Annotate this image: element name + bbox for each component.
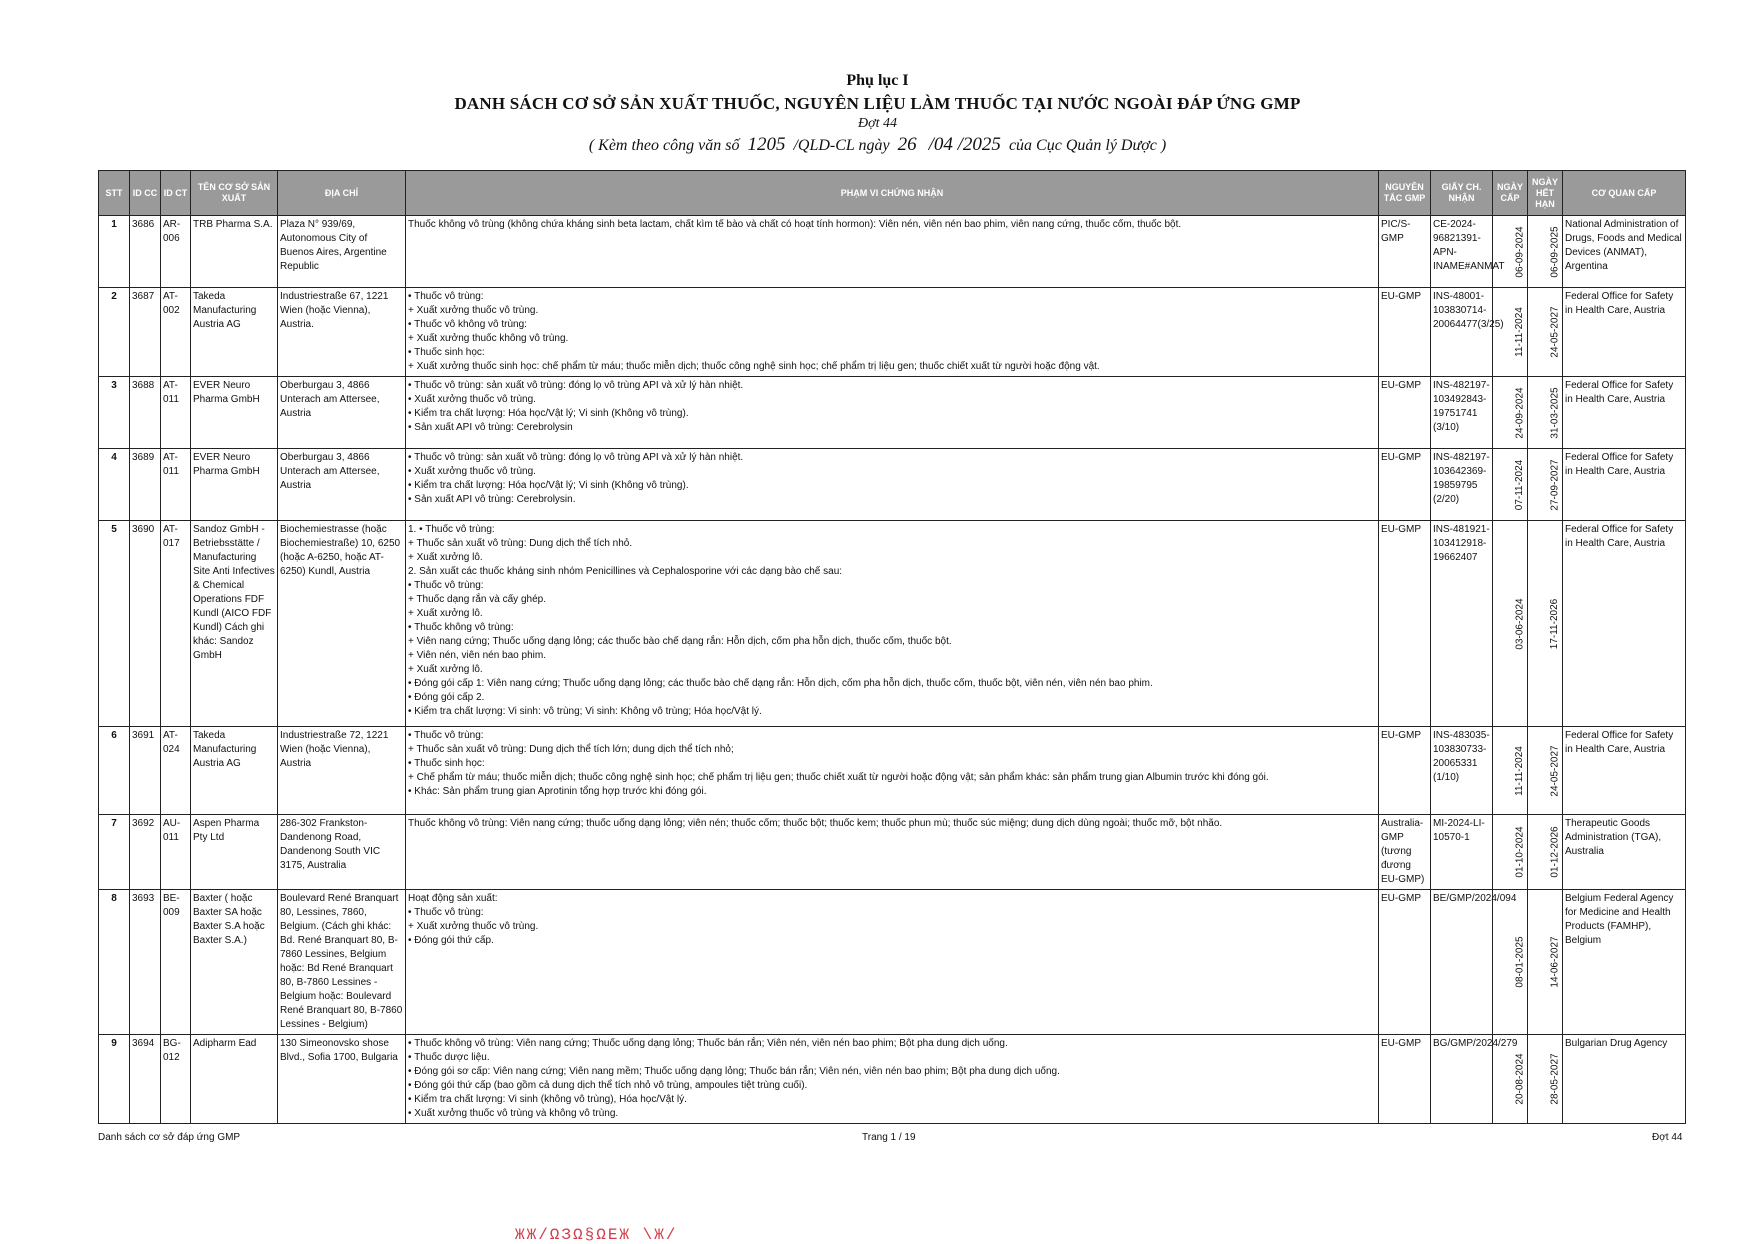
- reference-line: [0, 134, 1755, 156]
- expiry-date: 06-09-2025: [1549, 225, 1561, 278]
- scope-line: • Kiểm tra chất lượng: Hóa học/Vật lý; Vi sinh (Không vô trùng).: [408, 480, 689, 491]
- row-address: Plaza N° 939/69, Autonomous City of Buenos Aires, Argentine Republic: [278, 216, 406, 288]
- row-idcc: 3693: [130, 890, 161, 1035]
- scope-line: • Thuốc vô trùng:: [408, 730, 484, 741]
- row-stt: 9: [99, 1035, 130, 1124]
- scope-line: • Đóng gói thứ cấp.: [408, 935, 494, 946]
- red-stamp-mark: ЖЖ/ΩЗΩ§ΩЕЖ \Ж/: [515, 1226, 678, 1244]
- scope-line: • Đóng gói sơ cấp: Viên nang cứng; Viên nang mềm; Thuốc uống dạng lỏng; Thuốc bán rắn; Viên nén, viên nén bao phim; Bột pha dung dịch uống.: [408, 1066, 1060, 1077]
- row-expiry: [1528, 521, 1563, 727]
- scope-line: Thuốc không vô trùng: Viên nang cứng; thuốc uống dạng lỏng; viên nén; thuốc cốm; thuốc bột; thuốc kem; thuốc phun mù; thuốc súc miệng; dung dịch dùng ngoài; thuốc mỡ, bột nhão.: [408, 818, 1223, 829]
- row-expiry: [1528, 1035, 1563, 1124]
- doc-day: 26: [897, 134, 917, 155]
- ref-mid: /QLD-CL ngày: [793, 137, 890, 154]
- row-name: Aspen Pharma Pty Ltd: [191, 815, 278, 890]
- row-idcc: 3686: [130, 216, 161, 288]
- col-expiry: NGÀY HẾT HẠN: [1528, 171, 1563, 216]
- scope-line: + Chế phẩm từ máu; thuốc miễn dịch; thuốc công nghệ sinh học; chế phẩm trị liệu gen; thuốc chiết xuất từ người hoặc động vật; sản phẩm khác: sản phẩm trung gian Albumin trước khi đóng gói.: [408, 772, 1269, 783]
- row-expiry: [1528, 288, 1563, 377]
- row-idct: AT-017: [161, 521, 191, 727]
- row-name: TRB Pharma S.A.: [191, 216, 278, 288]
- row-idct: AT-011: [161, 377, 191, 449]
- row-idct: BG-012: [161, 1035, 191, 1124]
- issued-date: 03-06-2024: [1514, 597, 1526, 650]
- row-name: Adipharm Ead: [191, 1035, 278, 1124]
- scope-line: Thuốc không vô trùng (không chứa kháng sinh beta lactam, chất kìm tế bào và chất có hoạt tính hormon): Viên nén, viên nén bao phim, viên nang cứng, thuốc cốm, thuốc bột.: [408, 219, 1182, 230]
- expiry-date: 27-09-2027: [1549, 458, 1561, 511]
- scope-line: 2. Sản xuất các thuốc kháng sinh nhóm Penicillines và Cephalosporine với các dạng bào chế sau:: [408, 566, 843, 577]
- row-idct: AR-006: [161, 216, 191, 288]
- scope-line: • Kiểm tra chất lượng: Vi sinh (không vô trùng), Hóa học/Vật lý.: [408, 1094, 687, 1105]
- scope-line: • Thuốc vô trùng:: [408, 907, 484, 918]
- row-idct: AU-011: [161, 815, 191, 890]
- ref-prefix: ( Kèm theo công văn số: [588, 137, 740, 154]
- row-scope: [406, 890, 1379, 1035]
- row-scope: [406, 1035, 1379, 1124]
- row-name: Takeda Manufacturing Austria AG: [191, 727, 278, 815]
- col-cert: GIẤY CH. NHẬN: [1431, 171, 1493, 216]
- expiry-date: 24-05-2027: [1549, 744, 1561, 797]
- row-address: Oberburgau 3, 4866 Unterach am Attersee, Austria: [278, 449, 406, 521]
- row-idcc: 3691: [130, 727, 161, 815]
- scope-line: • Thuốc vô trùng:: [408, 580, 484, 591]
- row-cert: BE/GMP/2024/094: [1431, 890, 1493, 1035]
- row-address: 130 Simeonovsko shose Blvd., Sofia 1700, Bulgaria: [278, 1035, 406, 1124]
- row-gmp: PIC/S-GMP: [1379, 216, 1431, 288]
- scope-line: + Xuất xưởng thuốc vô trùng.: [408, 921, 539, 932]
- scope-line: + Xuất xưởng lô.: [408, 664, 483, 675]
- row-gmp: EU-GMP: [1379, 521, 1431, 727]
- gmp-table: [98, 170, 1686, 1124]
- row-gmp: EU-GMP: [1379, 288, 1431, 377]
- col-scope: PHẠM VI CHỨNG NHẬN: [406, 171, 1379, 216]
- row-agency: Belgium Federal Agency for Medicine and Health Products (FAMHP), Belgium: [1563, 890, 1686, 1035]
- row-issued: [1493, 727, 1528, 815]
- scope-line: + Thuốc dạng rắn và cấy ghép.: [408, 594, 546, 605]
- row-agency: Bulgarian Drug Agency: [1563, 1035, 1686, 1124]
- row-expiry: [1528, 890, 1563, 1035]
- scope-line: + Viên nén, viên nén bao phim.: [408, 650, 546, 661]
- scope-line: 1. • Thuốc vô trùng:: [408, 524, 495, 535]
- issued-date: 20-08-2024: [1514, 1053, 1526, 1105]
- row-address: Biochemiestrasse (hoặc Biochemiestraße) 10, 6250 (hoặc A-6250, hoặc AT-6250) Kundl, Austria: [278, 521, 406, 727]
- expiry-date: 28-05-2027: [1549, 1053, 1561, 1105]
- row-issued: [1493, 216, 1528, 288]
- row-scope: [406, 216, 1379, 288]
- footer-left: Danh sách cơ sở đáp ứng GMP: [98, 1132, 241, 1143]
- row-stt: 8: [99, 890, 130, 1035]
- scope-line: • Thuốc sinh học:: [408, 758, 485, 769]
- doc-month-year: /04 /2025: [928, 134, 1001, 155]
- table-row: [99, 449, 1686, 521]
- row-name: EVER Neuro Pharma GmbH: [191, 449, 278, 521]
- table-row: [99, 727, 1686, 815]
- row-expiry: [1528, 815, 1563, 890]
- scope-line: • Khác: Sản phẩm trung gian Aprotinin tổng hợp trước khi đóng gói.: [408, 786, 707, 797]
- scope-line: • Đóng gói cấp 1: Viên nang cứng; Thuốc uống dạng lỏng; các thuốc bào chế dạng rắn: Hỗn dịch, cốm pha hỗn dịch, thuốc cốm, thuốc bột, viên nén, viên nén bao phim.: [408, 678, 1153, 689]
- row-agency: Federal Office for Safety in Health Care, Austria: [1563, 377, 1686, 449]
- expiry-date: 24-05-2027: [1549, 306, 1561, 358]
- scope-line: • Xuất xưởng thuốc vô trùng và không vô trùng.: [408, 1108, 619, 1119]
- row-idct: BE-009: [161, 890, 191, 1035]
- scope-line: • Thuốc không vô trùng:: [408, 622, 514, 633]
- row-idct: AT-011: [161, 449, 191, 521]
- row-idct: AT-024: [161, 727, 191, 815]
- table-row: [99, 216, 1686, 288]
- table-row: [99, 377, 1686, 449]
- row-cert: INS-481921-103412918-19662407: [1431, 521, 1493, 727]
- row-expiry: [1528, 216, 1563, 288]
- table-row: [99, 288, 1686, 377]
- scope-line: • Đóng gói thứ cấp (bao gồm cả dung dịch thể tích nhỏ vô trùng, ampoules tiệt trùng cuối).: [408, 1080, 808, 1091]
- appendix-title: Phụ lục I: [846, 72, 909, 89]
- row-idcc: 3687: [130, 288, 161, 377]
- row-address: Oberburgau 3, 4866 Unterach am Attersee, Austria: [278, 377, 406, 449]
- row-idcc: 3688: [130, 377, 161, 449]
- row-stt: 2: [99, 288, 130, 377]
- row-address: 286-302 Frankston-Dandenong Road, Dandenong South VIC 3175, Australia: [278, 815, 406, 890]
- scope-line: + Xuất xưởng thuốc vô trùng.: [408, 305, 539, 316]
- row-gmp: Australia-GMP (tương đương EU-GMP): [1379, 815, 1431, 890]
- row-scope: [406, 727, 1379, 815]
- scope-line: • Xuất xưởng thuốc vô trùng.: [408, 466, 536, 477]
- row-gmp: EU-GMP: [1379, 727, 1431, 815]
- row-scope: [406, 521, 1379, 727]
- row-agency: Federal Office for Safety in Health Care, Austria: [1563, 288, 1686, 377]
- scope-line: • Thuốc vô trùng: sản xuất vô trùng: đóng lọ vô trùng API và xử lý hàn nhiệt.: [408, 380, 744, 391]
- scope-line: + Viên nang cứng; Thuốc uống dạng lỏng; các thuốc bào chế dạng rắn: Hỗn dịch, cốm pha hỗn dịch, thuốc cốm, thuốc bột.: [408, 636, 952, 647]
- row-scope: [406, 377, 1379, 449]
- ref-suffix: của Cục Quản lý Dược ): [1008, 137, 1167, 154]
- scope-line: • Thuốc vô trùng:: [408, 291, 484, 302]
- row-idcc: 3690: [130, 521, 161, 727]
- scope-line: + Xuất xưởng thuốc sinh học: chế phẩm từ máu; thuốc miễn dịch; thuốc công nghệ sinh học; chế phẩm trị liệu gen; thuốc chiết xuất từ người hoặc động vật.: [408, 361, 1100, 372]
- expiry-date: 14-06-2027: [1549, 936, 1561, 988]
- col-idcc: ID CC: [130, 171, 161, 216]
- row-issued: [1493, 288, 1528, 377]
- table-row: [99, 521, 1686, 727]
- col-idct: ID CT: [161, 171, 191, 216]
- row-issued: [1493, 377, 1528, 449]
- row-stt: 4: [99, 449, 130, 521]
- footer-right: Đợt 44: [1652, 1132, 1683, 1143]
- issued-date: 11-11-2024: [1513, 745, 1525, 796]
- row-stt: 5: [99, 521, 130, 727]
- doc-number: 1205: [747, 134, 786, 155]
- row-cert: BG/GMP/2024/279: [1431, 1035, 1493, 1124]
- batch-label: Đợt 44: [858, 116, 897, 131]
- footer-page: Trang 1 / 19: [862, 1132, 916, 1143]
- scope-line: • Xuất xưởng thuốc vô trùng.: [408, 394, 536, 405]
- row-cert: CE-2024-96821391-APN-INAME#ANMAT: [1431, 216, 1493, 288]
- row-gmp: EU-GMP: [1379, 890, 1431, 1035]
- scope-line: • Thuốc vô trùng: sản xuất vô trùng: đóng lọ vô trùng API và xử lý hàn nhiệt.: [408, 452, 744, 463]
- row-scope: [406, 449, 1379, 521]
- table-row: [99, 890, 1686, 1035]
- issued-date: 08-01-2025: [1514, 936, 1526, 988]
- row-idct: AT-002: [161, 288, 191, 377]
- scope-line: Hoạt động sản xuất:: [408, 893, 498, 904]
- scope-line: + Xuất xưởng lô.: [408, 608, 483, 619]
- issued-date: 07-11-2024: [1514, 459, 1526, 510]
- col-gmp: NGUYÊN TẮC GMP: [1379, 171, 1431, 216]
- row-cert: INS-482197-103492843-19751741 (3/10): [1431, 377, 1493, 449]
- col-address: ĐỊA CHỈ: [278, 171, 406, 216]
- row-stt: 1: [99, 216, 130, 288]
- scope-line: • Thuốc vô không vô trùng:: [408, 319, 527, 330]
- scope-line: • Sản xuất API vô trùng: Cerebrolysin: [408, 422, 573, 433]
- row-cert: INS-48001-103830714-20064477(3/25): [1431, 288, 1493, 377]
- row-agency: Federal Office for Safety in Health Care, Austria: [1563, 521, 1686, 727]
- row-idcc: 3689: [130, 449, 161, 521]
- col-name: TÊN CƠ SỞ SẢN XUẤT: [191, 171, 278, 216]
- scope-line: • Thuốc dược liệu.: [408, 1052, 490, 1063]
- table-row: [99, 815, 1686, 890]
- scope-line: • Đóng gói cấp 2.: [408, 692, 485, 703]
- scope-line: • Thuốc sinh học:: [408, 347, 485, 358]
- row-idcc: 3692: [130, 815, 161, 890]
- row-issued: [1493, 815, 1528, 890]
- scope-line: • Kiểm tra chất lượng: Vi sinh: vô trùng; Vi sinh: Không vô trùng; Hóa học/Vật lý.: [408, 706, 762, 717]
- row-expiry: [1528, 377, 1563, 449]
- row-issued: [1493, 449, 1528, 521]
- row-expiry: [1528, 449, 1563, 521]
- row-idcc: 3694: [130, 1035, 161, 1124]
- row-cert: INS-482197-103642369-19859795 (2/20): [1431, 449, 1493, 521]
- expiry-date: 17-11-2026: [1549, 598, 1561, 649]
- row-issued: [1493, 521, 1528, 727]
- row-address: Boulevard René Branquart 80, Lessines, 7860, Belgium. (Cách ghi khác: Bd. René Branquart 80, B-7860 Lessines, Belgium hoặc: Bd René Branquart 80, B-7860 Lessines - Belgium hoặc: Boulevard René Branquart 80, B-7860 Lessines - Belgium): [278, 890, 406, 1035]
- document-title: DANH SÁCH CƠ SỞ SẢN XUẤT THUỐC, NGUYÊN LIỆU LÀM THUỐC TẠI NƯỚC NGOÀI ĐÁP ỨNG GMP: [454, 94, 1301, 113]
- scope-line: • Kiểm tra chất lượng: Hóa học/Vật lý; Vi sinh (Không vô trùng).: [408, 408, 689, 419]
- header-row: [99, 171, 1686, 216]
- issued-date: 06-09-2024: [1514, 225, 1526, 278]
- scope-line: • Thuốc không vô trùng: Viên nang cứng; Thuốc uống dạng lỏng; Thuốc bán rắn; Viên nén, viên nén bao phim; Bột pha dung dịch uống.: [408, 1038, 1008, 1049]
- scope-line: + Thuốc sản xuất vô trùng: Dung dịch thể tích nhỏ.: [408, 538, 633, 549]
- row-stt: 7: [99, 815, 130, 890]
- row-gmp: EU-GMP: [1379, 449, 1431, 521]
- row-agency: Federal Office for Safety in Health Care, Austria: [1563, 727, 1686, 815]
- issued-date: 01-10-2024: [1514, 826, 1526, 878]
- row-address: Industriestraße 67, 1221 Wien (hoặc Vienna), Austria.: [278, 288, 406, 377]
- scope-line: + Xuất xưởng lô.: [408, 552, 483, 563]
- row-agency: National Administration of Drugs, Foods and Medical Devices (ANMAT), Argentina: [1563, 216, 1686, 288]
- row-stt: 3: [99, 377, 130, 449]
- row-cert: INS-483035-103830733-20065331 (1/10): [1431, 727, 1493, 815]
- issued-date: 24-09-2024: [1514, 386, 1526, 439]
- row-expiry: [1528, 727, 1563, 815]
- row-gmp: EU-GMP: [1379, 1035, 1431, 1124]
- expiry-date: 31-03-2025: [1549, 386, 1561, 439]
- row-name: Sandoz GmbH - Betriebsstätte / Manufacturing Site Anti Infectives & Chemical Operations FDF Kundl (AICO FDF Kundl) Cách ghi khác: Sandoz GmbH: [191, 521, 278, 727]
- table-row: [99, 1035, 1686, 1124]
- row-name: Takeda Manufacturing Austria AG: [191, 288, 278, 377]
- col-stt: STT: [99, 171, 130, 216]
- row-stt: 6: [99, 727, 130, 815]
- row-agency: Federal Office for Safety in Health Care, Austria: [1563, 449, 1686, 521]
- scope-line: + Thuốc sản xuất vô trùng: Dung dịch thể tích lớn; dung dịch thể tích nhỏ;: [408, 744, 734, 755]
- col-issued: NGÀY CẤP: [1493, 171, 1528, 216]
- row-agency: Therapeutic Goods Administration (TGA), Australia: [1563, 815, 1686, 890]
- col-agency: CƠ QUAN CẤP: [1563, 171, 1686, 216]
- row-issued: [1493, 890, 1528, 1035]
- row-address: Industriestraße 72, 1221 Wien (hoặc Vienna), Austria: [278, 727, 406, 815]
- scope-line: + Xuất xưởng thuốc không vô trùng.: [408, 333, 569, 344]
- row-gmp: EU-GMP: [1379, 377, 1431, 449]
- expiry-date: 01-12-2026: [1549, 826, 1561, 878]
- row-name: Baxter ( hoặc Baxter SA hoặc Baxter S.A hoặc Baxter S.A.): [191, 890, 278, 1035]
- row-cert: MI-2024-LI-10570-1: [1431, 815, 1493, 890]
- row-scope: [406, 815, 1379, 890]
- row-scope: [406, 288, 1379, 377]
- issued-date: 11-11-2024: [1513, 307, 1525, 357]
- row-name: EVER Neuro Pharma GmbH: [191, 377, 278, 449]
- scope-line: • Sản xuất API vô trùng: Cerebrolysin.: [408, 494, 576, 505]
